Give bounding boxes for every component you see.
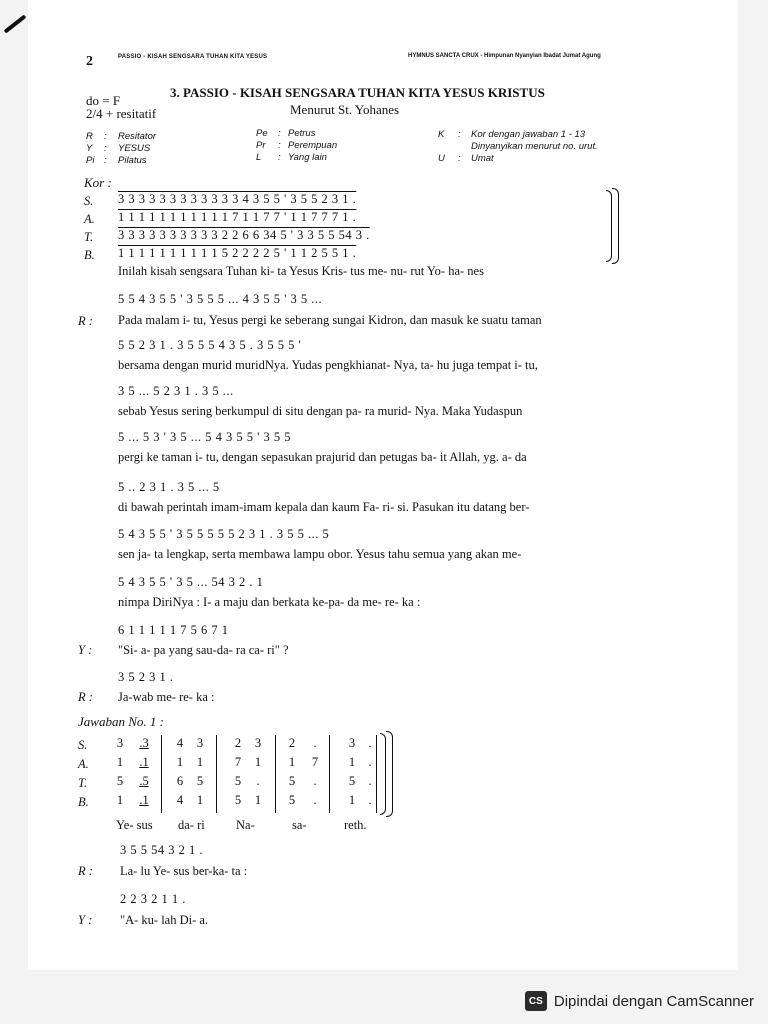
recit-notes: 3 5 5 54 3 2 1 . — [120, 843, 203, 857]
legend-value: Kor dengan jawaban 1 - 13 — [471, 129, 586, 140]
jawaban-note: 1 — [254, 755, 262, 769]
legend-value: Petrus — [288, 128, 316, 139]
legend-key: K — [438, 129, 445, 140]
legend-key: U — [438, 153, 445, 164]
jawaban-note: 5 — [234, 793, 242, 807]
role-label: R : — [78, 314, 93, 328]
legend-sep: : — [104, 143, 107, 154]
bar-line — [216, 735, 217, 813]
jawaban-note: . — [368, 793, 372, 807]
legend-key: Pe — [256, 128, 268, 139]
legend-key: Pi — [86, 155, 95, 166]
voice-label: S. — [84, 194, 94, 208]
bar-line — [275, 735, 276, 813]
recit-notes: 5 ... 5 3 ' 3 5 ... 5 4 3 5 5 ' 3 5 5 — [118, 430, 292, 444]
jawaban-note: 1 — [288, 755, 296, 769]
legend-value: Pilatus — [118, 155, 147, 166]
jawaban-lyric: Na- — [236, 818, 255, 832]
legend-value: YESUS — [118, 143, 151, 154]
recit-text: bersama dengan murid muridNya. Yudas pengkhianat- Nya, ta- hu juga tempat i- tu, — [118, 358, 538, 372]
legend-value: Resitator — [118, 131, 157, 142]
role-label: R : — [78, 690, 93, 704]
legend-key: L — [256, 152, 262, 163]
jawaban-note: 1 — [196, 755, 204, 769]
jawaban-note: 1 — [348, 755, 356, 769]
page-subtitle: Menurut St. Yohanes — [290, 102, 400, 117]
scanned-page — [28, 0, 738, 970]
legend-sep: : — [458, 153, 461, 164]
recit-notes: 5 .. 2 3 1 . 3 5 ... 5 — [118, 480, 220, 494]
key-signature: do = F — [86, 93, 121, 108]
jawaban-note: . — [368, 736, 372, 750]
jawaban-note: 1 — [116, 793, 124, 807]
bar-line — [161, 735, 162, 813]
kor-notes-tenor: 3 3 3 3 3 3 3 3 3 3 2 2 6 6 34 5 ' 3 3 5 5 54 3 . — [118, 228, 370, 242]
legend-value: Perempuan — [288, 140, 338, 151]
system-bracket — [386, 731, 393, 817]
jawaban-note: 5 — [348, 774, 356, 788]
jawaban-note: 5 — [196, 774, 204, 788]
jawaban-note: 3 — [348, 736, 356, 750]
legend-key: Pr — [256, 140, 266, 151]
jawaban-note: 3 — [116, 736, 124, 750]
legend-value: Umat — [471, 153, 494, 164]
kor-notes-soprano: 3 3 3 3 3 3 3 3 3 3 3 3 4 3 5 5 ' 3 5 5 2 3 1 . — [118, 192, 357, 206]
yesus-text: "Si- a- pa yang sau-da- ra ca- ri" ? — [118, 643, 289, 657]
voice-label: B. — [78, 795, 89, 809]
legend-sep: : — [104, 131, 107, 142]
kor-lyrics: Inilah kisah sengsara Tuhan ki- ta Yesus Kris- tus me- nu- rut Yo- ha- nes — [118, 264, 484, 278]
jawaban-note: .5 — [139, 774, 149, 788]
recit-text: di bawah perintah imam-imam kepala dan kaum Fa- ri- si. Pasukan itu datang ber- — [118, 500, 530, 514]
kor-notes-bass: 1 1 1 1 1 1 1 1 1 1 5 2 2 2 2 5 ' 1 1 2 5 5 1 . — [118, 246, 357, 260]
jawaban-note: .1 — [139, 755, 149, 769]
camscanner-logo-icon: CS — [525, 991, 547, 1011]
recit-notes: 3 5 2 3 1 . — [118, 670, 174, 684]
legend-sep: : — [278, 152, 281, 163]
pen-mark-icon — [4, 14, 27, 33]
jawaban-note: . — [313, 793, 317, 807]
jawaban-note: 5 — [288, 774, 296, 788]
jawaban-note: 7 — [234, 755, 242, 769]
recit-notes: 3 5 ... 5 2 3 1 . 3 5 ... — [118, 384, 234, 398]
jawaban-note: . — [256, 774, 260, 788]
yesus-notes: 6 1 1 1 1 1 7 5 6 7 1 — [118, 623, 229, 637]
jawaban-note: 3 — [254, 736, 262, 750]
jawaban-note: 1 — [116, 755, 124, 769]
legend-key: R — [86, 131, 93, 142]
legend-value: Yang lain — [288, 152, 327, 163]
voice-label: T. — [84, 230, 94, 244]
meter-label: 2/4 + resitatif — [86, 106, 157, 121]
jawaban-note: . — [368, 755, 372, 769]
jawaban-note: 7 — [311, 755, 319, 769]
recit-text: nimpa DiriNya : I- a maju dan berkata ke-pa- da me- re- ka : — [118, 595, 421, 609]
voice-label: S. — [78, 738, 88, 752]
jawaban-lyric: sa- — [292, 818, 307, 832]
running-header-left: PASSIO - KISAH SENGSARA TUHAN KITA YESUS — [118, 54, 268, 60]
recit-notes: 5 4 3 5 5 ' 3 5 5 5 5 5 2 3 1 . 3 5 5 ... 5 — [118, 527, 330, 541]
recit-text: sebab Yesus sering berkumpul di situ dengan pa- ra murid- Nya. Maka Yudaspun — [118, 404, 523, 418]
legend-sep: : — [278, 140, 281, 151]
voice-label: A. — [84, 212, 95, 226]
bar-line — [329, 735, 330, 813]
legend-value: Dinyanyikan menurut no. urut. — [471, 141, 598, 152]
legend-key: Y — [86, 143, 93, 154]
recit-notes: 5 5 4 3 5 5 ' 3 5 5 5 ... 4 3 5 5 ' 3 5 ... — [118, 292, 323, 306]
recit-notes: 5 5 2 3 1 . 3 5 5 5 4 3 5 . 3 5 5 5 ' — [118, 338, 302, 352]
jawaban-note: 2 — [234, 736, 242, 750]
recit-notes: 5 4 3 5 5 ' 3 5 ... 54 3 2 . 1 — [118, 575, 264, 589]
recit-text: Ja-wab me- re- ka : — [118, 690, 215, 704]
yesus-text: "A- ku- lah Di- a. — [120, 913, 209, 927]
page-number: 2 — [86, 54, 93, 69]
jawaban-note: 5 — [116, 774, 124, 788]
voice-label: T. — [78, 776, 88, 790]
role-label: Y : — [78, 643, 93, 657]
jawaban-note: 1 — [176, 755, 184, 769]
jawaban-lyric: Ye- sus — [116, 818, 153, 832]
system-bracket — [612, 188, 619, 264]
recit-text: sen ja- ta lengkap, serta membawa lampu obor. Yesus tahu semua yang akan me- — [118, 547, 522, 561]
jawaban-note: 1 — [196, 793, 204, 807]
jawaban-note: 4 — [176, 736, 184, 750]
kor-label: Kor : — [84, 175, 112, 190]
recit-text: La- lu Ye- sus ber-ka- ta : — [120, 864, 248, 878]
watermark-text: Dipindai dengan CamScanner — [553, 992, 754, 1010]
page-title: 3. PASSIO - KISAH SENGSARA TUHAN KITA YESUS KRISTUS — [170, 85, 545, 100]
jawaban-lyric: da- ri — [178, 818, 205, 832]
jawaban-note: . — [368, 774, 372, 788]
kor-notes-alto: 1 1 1 1 1 1 1 1 1 1 1 7 1 1 7 7 ' 1 1 7 7 7 1 . — [118, 210, 357, 224]
jawaban-note: . — [313, 736, 317, 750]
role-label: Y : — [78, 913, 93, 927]
legend-sep: : — [104, 155, 107, 166]
jawaban-note: 5 — [234, 774, 242, 788]
jawaban-note: 3 — [196, 736, 204, 750]
jawaban-note: 1 — [348, 793, 356, 807]
jawaban-lyric: reth. — [344, 818, 367, 832]
jawaban-note: 6 — [176, 774, 184, 788]
recit-text: pergi ke taman i- tu, dengan sepasukan prajurid dan petugas ba- it Allah, yg. a- da — [118, 450, 527, 464]
bar-line — [376, 735, 377, 813]
voice-label: B. — [84, 248, 95, 262]
yesus-notes: 2 2 3 2 1 1 . — [120, 892, 186, 906]
voice-label: A. — [78, 757, 89, 771]
jawaban-note: .1 — [139, 793, 149, 807]
role-label: R : — [78, 864, 93, 878]
jawaban-note: 5 — [288, 793, 296, 807]
jawaban-note: .3 — [139, 736, 149, 750]
recit-text: Pada malam i- tu, Yesus pergi ke seberang sungai Kidron, dan masuk ke suatu taman — [118, 313, 542, 327]
jawaban-note: 2 — [288, 736, 296, 750]
jawaban-note: . — [313, 774, 317, 788]
legend-sep: : — [458, 129, 461, 140]
jawaban-note: 4 — [176, 793, 184, 807]
jawaban-note: 1 — [254, 793, 262, 807]
legend-sep: : — [278, 128, 281, 139]
camscanner-watermark — [525, 986, 754, 1016]
running-header-right: HYMNUS SANCTA CRUX - Himpunan Nyanyian Ibadat Jumat Agung — [408, 53, 601, 59]
jawaban-label: Jawaban No. 1 : — [78, 714, 164, 729]
